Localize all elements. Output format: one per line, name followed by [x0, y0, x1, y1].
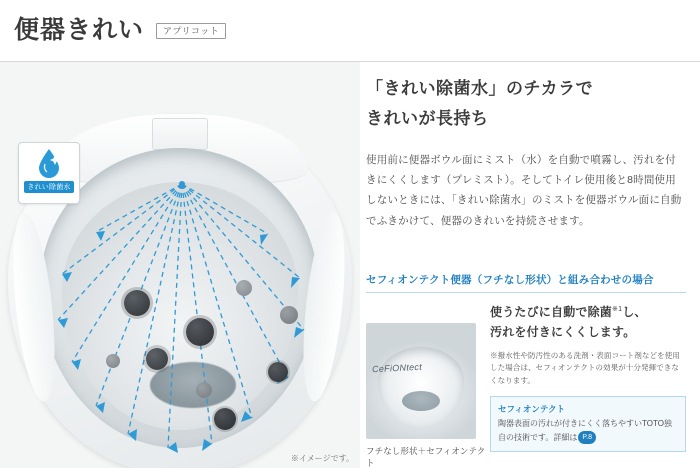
cefiontect-copy-column	[490, 303, 686, 452]
cefiontect-lead-line1	[490, 303, 686, 323]
cefiontect-logo: CeFiONtect	[371, 361, 423, 375]
cefiontect-lead-text: 使うたびに自動で除菌	[490, 305, 613, 319]
cefiontect-section	[366, 272, 686, 473]
main-headline-line1: 「きれい除菌水」のチカラで	[366, 79, 594, 98]
bowl-photo-background	[0, 62, 360, 468]
cefiontect-info-box	[490, 396, 686, 452]
germ-particle	[236, 280, 252, 296]
cefiontect-lead-footnote-mark: ※1	[612, 306, 623, 313]
cefiontect-bowl-shape	[378, 347, 464, 427]
cefiontect-info-box-body: 陶器表面の汚れが付きにくく落ちやすいTOTO独自の技術です。詳細は	[498, 419, 672, 442]
water-drop-icon	[36, 148, 62, 178]
germ-particle	[280, 306, 298, 324]
cefiontect-bowl-photo	[366, 323, 476, 439]
cefiontect-info-box-text	[498, 418, 678, 445]
cefiontect-lead-tail: し、	[622, 305, 647, 319]
cefiontect-info-box-title: セフィオンテクト	[498, 404, 565, 415]
page-header	[0, 0, 700, 62]
germ-particle	[124, 290, 150, 316]
cefiontect-water-pool	[402, 391, 440, 411]
germ-particle	[268, 362, 288, 382]
main-headline-line2: きれいが長持ち	[366, 108, 489, 128]
germ-particle	[214, 408, 236, 430]
page-reference-link[interactable]: P.8	[578, 431, 596, 444]
spray-arrows-icon	[0, 62, 360, 468]
cefiontect-section-heading: セフィオンテクト便器（フチなし形状）と組み合わせの場合	[366, 272, 686, 293]
product-series-badge: アプリコット	[156, 23, 226, 39]
cefiontect-lead-line2: 汚れを付きにくくします。	[490, 324, 636, 339]
photo-disclaimer: ※イメージです。	[290, 454, 354, 463]
main-text-column	[366, 74, 686, 231]
germ-particle	[146, 348, 168, 370]
kirei-jokinsui-badge	[18, 142, 80, 204]
kirei-badge-label: きれい除菌水	[24, 181, 73, 193]
cefiontect-photo-caption: フチなし形状＋セフィオンテクト	[366, 446, 486, 468]
germ-particle	[106, 354, 120, 368]
germ-particle	[196, 382, 212, 398]
germ-particle	[186, 318, 214, 346]
cefiontect-footnote: ※撥水性や防汚性のある洗剤・表面コート剤などを使用した場合は、セフィオンテクトの効果が十分発揮できなくなります。	[490, 350, 680, 385]
page-title: 便器きれい	[14, 16, 145, 44]
toilet-bowl-photo	[0, 62, 360, 468]
main-body-text: 使用前に便器ボウル面にミスト（水）を自動で噴霧し、汚れを付きにくくします（プレミスト）。そしてトイレ使用後と8時間使用しないときには、「きれい除菌水」のミストを便器ボウル面に自動でふきかけて、便器のきれいを持続させます。	[366, 153, 682, 227]
cefiontect-section-body	[366, 303, 686, 473]
